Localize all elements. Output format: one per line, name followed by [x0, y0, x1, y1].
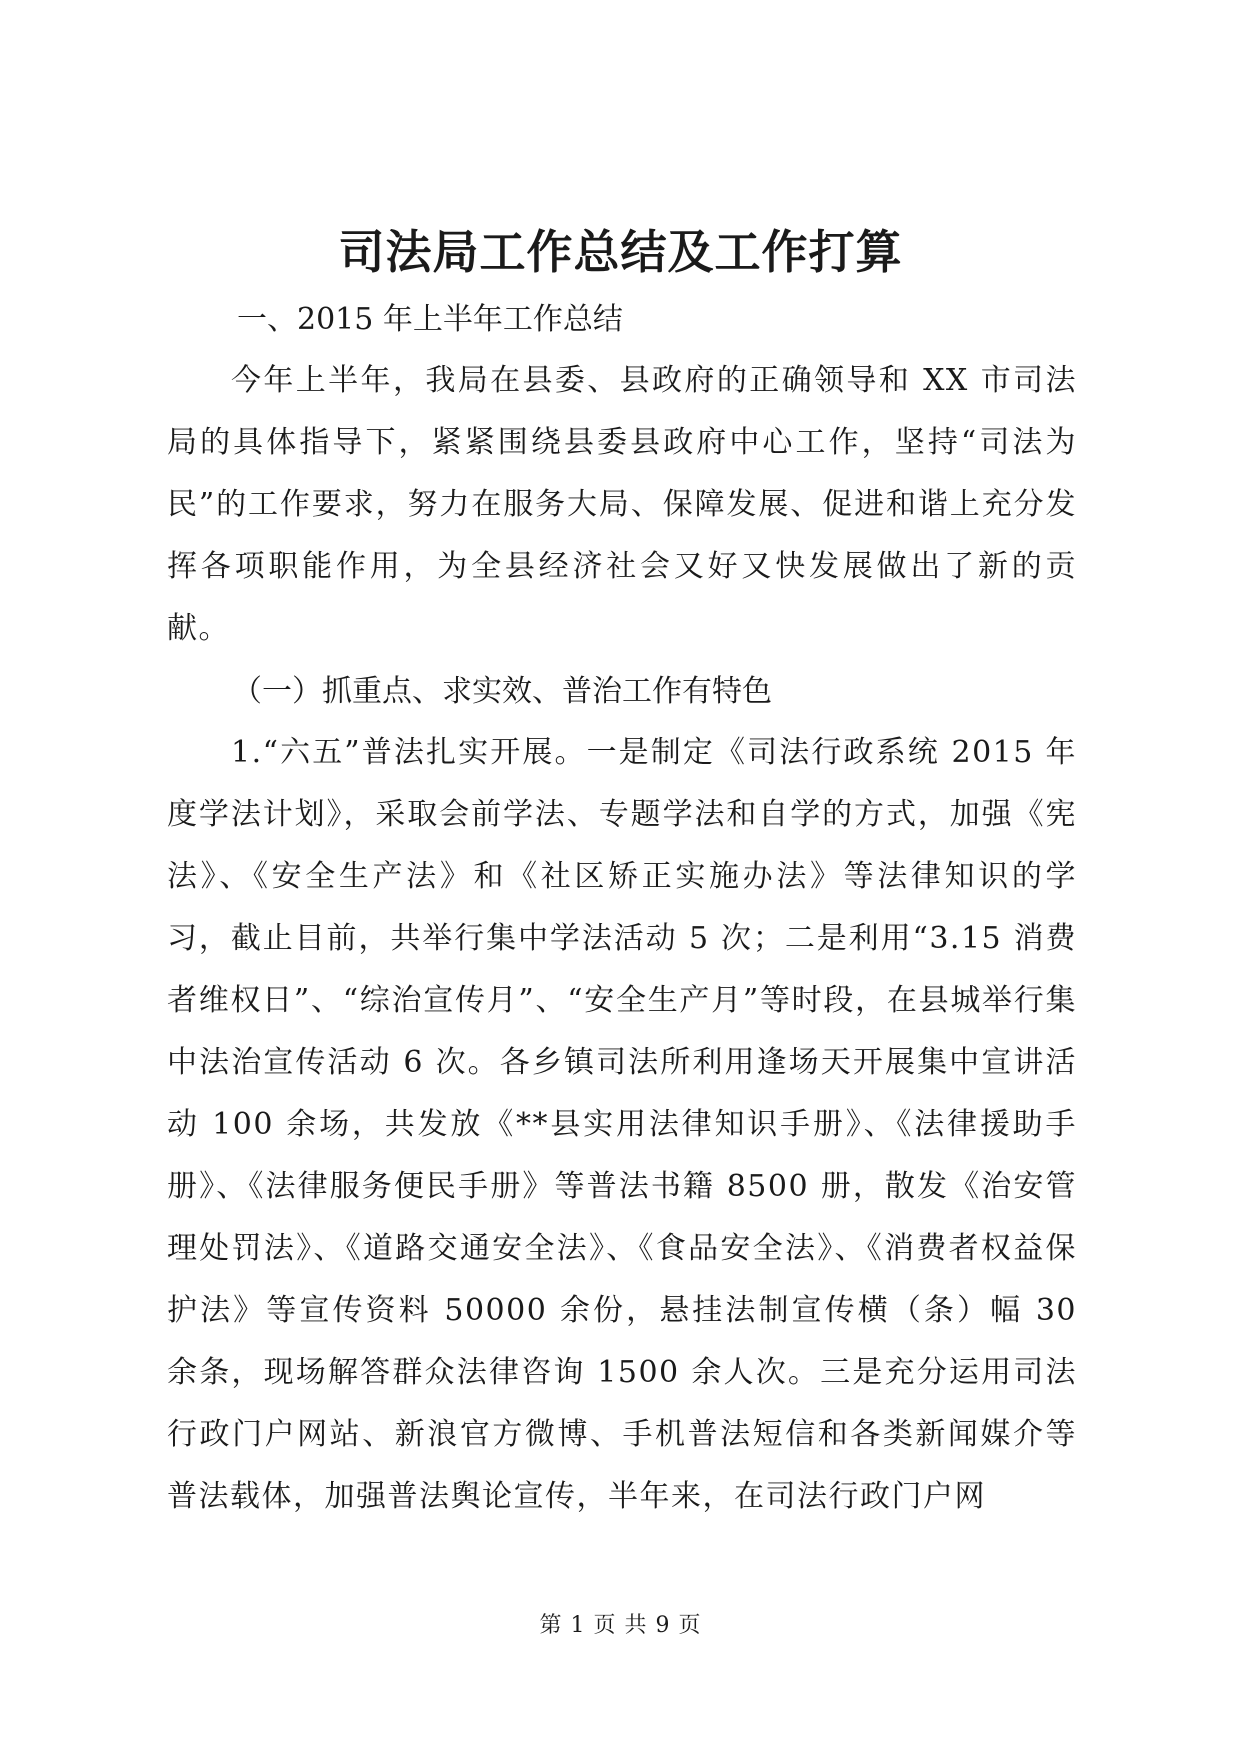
document-title: 司法局工作总结及工作打算	[338, 225, 903, 279]
page-number-footer: 第 1 页 共 9 页	[539, 1613, 702, 1638]
subsection-heading: （一）抓重点、求实效、普治工作有特色	[232, 674, 772, 709]
section-heading: 一、2015 年上半年工作总结	[237, 302, 623, 337]
intro-paragraph: 今年上半年，我局在县委、县政府的正确领导和 XX 市司法局的具体指导下，紧紧围绕县委县政府中心工作，坚持“司法为民”的工作要求，努力在服务大局、保障发展、促进和谐上充分发挥各项职能作用，为全县经济社会又好又快发展做出了新的贡献。	[167, 363, 1077, 646]
item-1-paragraph: 1.“六五”普法扎实开展。一是制定《司法行政系统 2015 年度学法计划》，采取会前学法、专题学法和自学的方式，加强《宪法》、《安全生产法》和《社区矫正实施办法》等法律知识的学习，截止目前，共举行集中学法活动 5 次；二是利用“3.15 消费者维权日”、“综治宣传月”、“安全生产月”等时段，在县城举行集中法治宣传活动 6 次。各乡镇司法所利用逢场天开展集中宣讲活动 100 余场，共发放《**县实用法律知识手册》、《法律援助手册》、《法律服务便民手册》等普法书籍 8500 册，散发《治安管理处罚法》、《道路交通安全法》、《食品安全法》、《消费者权益保护法》等宣传资料 50000 余份，悬挂法制宣传横（条）幅 30 余条，现场解答群众法律咨询 1500 余人次。三是充分运用司法行政门户网站、新浪官方微博、手机普法短信和各类新闻媒介等普法载体，加强普法舆论宣传，半年来，在司法行政门户网	[167, 735, 1077, 1514]
